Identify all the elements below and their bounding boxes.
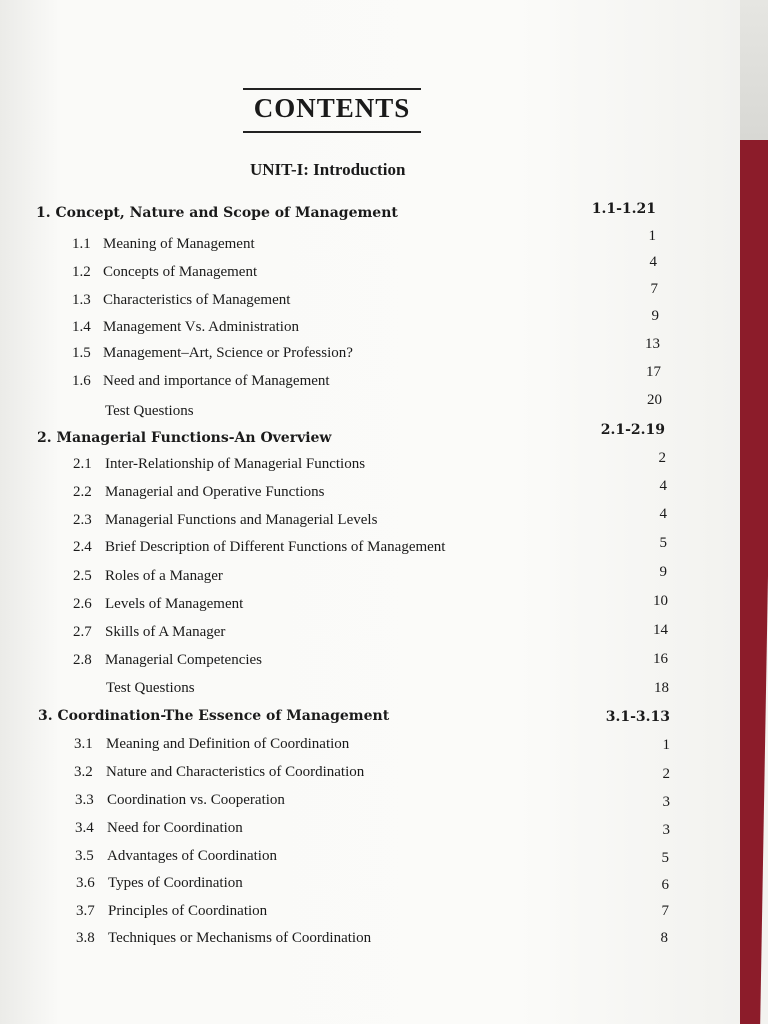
section-title: Management Vs. Administration xyxy=(103,319,299,335)
section-title: Managerial Functions and Managerial Levels xyxy=(105,512,378,528)
section-number: 1.2 xyxy=(72,264,91,280)
section-number: 3.7 xyxy=(76,903,95,919)
toc-entry xyxy=(75,848,277,865)
section-title: Coordination vs. Cooperation xyxy=(107,792,285,808)
section-page: 17 xyxy=(646,364,661,380)
toc-entry xyxy=(106,680,195,697)
section-page: 14 xyxy=(653,622,668,638)
toc-entry xyxy=(72,264,257,281)
section-page: 4 xyxy=(659,506,667,522)
section-title: Test Questions xyxy=(106,680,195,696)
toc-entry xyxy=(72,319,299,336)
section-number: 3.2 xyxy=(74,764,93,780)
chapter-pages: 1.1-1.21 xyxy=(591,201,656,217)
section-page: 16 xyxy=(653,651,668,667)
section-number: 2.4 xyxy=(73,539,92,555)
section-page: 10 xyxy=(653,593,668,609)
section-number: 3.6 xyxy=(76,875,95,891)
section-page: 1 xyxy=(662,737,670,753)
toc-entry xyxy=(75,792,285,809)
section-page: 2 xyxy=(662,766,670,782)
section-page: 5 xyxy=(661,850,669,866)
unit-heading: UNIT-I: Introduction xyxy=(250,160,406,179)
section-title: Advantages of Coordination xyxy=(107,848,277,864)
section-number: 3.4 xyxy=(75,820,94,836)
toc-entry xyxy=(72,373,330,390)
toc-entry xyxy=(73,456,365,473)
section-page: 1 xyxy=(648,228,656,244)
section-page: 6 xyxy=(661,877,669,893)
section-title: Inter-Relationship of Managerial Functions xyxy=(105,456,366,472)
toc-entry xyxy=(72,236,255,253)
toc-entry xyxy=(74,764,364,781)
section-page: 20 xyxy=(647,392,662,408)
page-title: CONTENTS xyxy=(253,93,411,123)
toc-entry xyxy=(105,403,194,420)
section-page: 4 xyxy=(649,254,657,270)
section-page: 13 xyxy=(645,336,660,352)
section-number: 1.1 xyxy=(72,236,91,252)
section-title: Need for Coordination xyxy=(107,820,243,836)
section-title: Levels of Management xyxy=(105,596,244,612)
section-number: 3.8 xyxy=(76,930,95,946)
section-number: 1.3 xyxy=(72,292,91,308)
chapter-3-row xyxy=(38,708,389,724)
section-title: Managerial Competencies xyxy=(105,652,263,668)
toc-entry xyxy=(75,820,243,837)
section-number: 3.1 xyxy=(74,736,93,752)
section-title: Managerial and Operative Functions xyxy=(105,484,325,500)
chapter-title: Coordination-The Essence of Management xyxy=(57,708,390,724)
section-title: Brief Description of Different Functions of Management xyxy=(105,539,446,555)
chapter-1-row xyxy=(36,205,398,221)
toc-entry xyxy=(73,539,445,556)
section-page: 8 xyxy=(660,930,668,946)
toc-entry xyxy=(76,903,267,920)
section-title: Meaning of Management xyxy=(103,236,255,252)
toc-entry xyxy=(76,930,371,947)
section-page: 7 xyxy=(661,903,669,919)
section-title: Principles of Coordination xyxy=(108,903,268,919)
toc-entry xyxy=(72,292,290,309)
toc-entry xyxy=(76,875,243,892)
section-title: Characteristics of Management xyxy=(103,292,291,308)
section-page: 9 xyxy=(651,308,659,324)
toc-entry xyxy=(73,652,262,669)
section-title: Types of Coordination xyxy=(108,875,243,891)
chapter-title: Concept, Nature and Scope of Management xyxy=(55,205,398,221)
section-title: Techniques or Mechanisms of Coordination xyxy=(108,930,372,946)
section-title: Concepts of Management xyxy=(103,264,258,280)
section-number: 2.6 xyxy=(73,596,92,612)
section-number: 2.5 xyxy=(73,568,92,584)
chapter-title: Managerial Functions-An Overview xyxy=(56,430,332,446)
section-number: 2.7 xyxy=(73,624,92,640)
section-number: 2.2 xyxy=(73,484,92,500)
section-number: 1.4 xyxy=(72,319,91,335)
section-title: Skills of A Manager xyxy=(105,624,226,640)
section-page: 5 xyxy=(659,535,667,551)
toc-entry xyxy=(73,624,225,641)
chapter-2-row xyxy=(37,430,331,446)
section-page: 4 xyxy=(659,478,667,494)
section-number: 1.5 xyxy=(72,345,91,361)
section-page: 18 xyxy=(654,680,669,696)
section-number: 3.5 xyxy=(75,848,94,864)
section-title: Need and importance of Management xyxy=(103,373,330,389)
section-title: Nature and Characteristics of Coordination xyxy=(106,764,365,780)
section-page: 3 xyxy=(662,794,670,810)
section-page: 7 xyxy=(650,281,658,297)
contents-title-box xyxy=(243,88,421,133)
section-number: 1.6 xyxy=(72,373,91,389)
chapter-number: 1. xyxy=(36,205,51,221)
section-title: Test Questions xyxy=(105,403,194,419)
chapter-pages: 3.1-3.13 xyxy=(605,709,670,725)
toc-entry xyxy=(73,596,243,613)
toc-entry xyxy=(73,484,325,501)
section-page: 3 xyxy=(662,822,670,838)
section-page: 9 xyxy=(659,564,667,580)
chapter-number: 2. xyxy=(37,430,52,446)
section-title: Roles of a Manager xyxy=(105,568,223,584)
toc-entry xyxy=(72,345,353,362)
toc-entry xyxy=(74,736,349,753)
section-title: Management–Art, Science or Profession? xyxy=(103,345,353,361)
chapter-pages: 2.1-2.19 xyxy=(600,422,665,438)
toc-entry xyxy=(73,512,377,529)
toc-entry xyxy=(73,568,223,585)
chapter-number: 3. xyxy=(38,708,53,724)
section-title: Meaning and Definition of Coordination xyxy=(106,736,350,752)
section-page: 2 xyxy=(658,450,666,466)
section-number: 2.1 xyxy=(73,456,92,472)
section-number: 2.3 xyxy=(73,512,92,528)
section-number: 3.3 xyxy=(75,792,94,808)
section-number: 2.8 xyxy=(73,652,92,668)
